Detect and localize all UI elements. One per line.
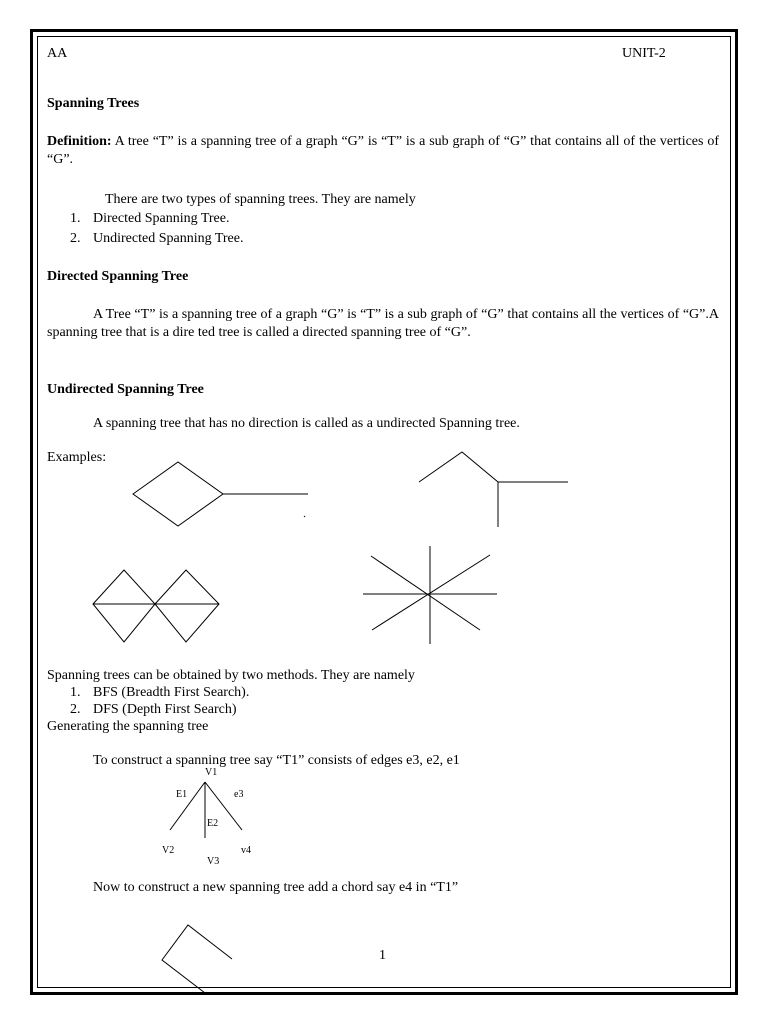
page-number: 1 (379, 948, 386, 963)
definition-label: Definition: (47, 134, 112, 149)
vertex-label-v3: V3 (207, 856, 220, 867)
directed-heading: Directed Spanning Tree (47, 269, 189, 284)
methods-number-1: 1. (70, 685, 81, 700)
definition-text: A tree “T” is a spanning tree of a graph “G” is “T” is a sub graph of “G” that contains all of the vertices of “G”. (47, 134, 719, 167)
edge-label-e1: E1 (176, 789, 188, 800)
example-graph-star (363, 546, 497, 644)
construct-paragraph: To construct a spanning tree say “T1” consists of edges e3, e2, e1 (93, 753, 460, 768)
methods-item-2: DFS (Depth First Search) (93, 702, 237, 717)
undirected-heading: Undirected Spanning Tree (47, 382, 204, 397)
edge-label-e3: e3 (234, 789, 244, 800)
undirected-paragraph: A spanning tree that has no direction is called as a undirected Spanning tree. (93, 416, 520, 431)
examples-label: Examples: (47, 450, 107, 465)
page-title: Spanning Trees (47, 96, 140, 111)
vertex-label-v2: V2 (162, 845, 175, 856)
types-item-2: Undirected Spanning Tree. (93, 231, 244, 246)
example-graph-branch-tree (419, 452, 568, 527)
types-item-1: Directed Spanning Tree. (93, 211, 230, 226)
types-number-2: 2. (70, 231, 81, 246)
vertex-label-v1: V1 (205, 767, 218, 778)
types-intro: There are two types of spanning trees. They are namely (105, 192, 416, 207)
header-left: AA (47, 46, 68, 61)
methods-intro: Spanning trees can be obtained by two methods. They are namely (47, 668, 415, 683)
generating-label: Generating the spanning tree (47, 719, 209, 734)
methods-item-1: BFS (Breadth First Search). (93, 685, 250, 700)
edge-label-e2: E2 (207, 818, 219, 829)
types-number-1: 1. (70, 211, 81, 226)
example-graph-diamond (133, 462, 308, 526)
chord-paragraph: Now to construct a new spanning tree add a chord say e4 in “T1” (93, 880, 459, 895)
header-right: UNIT-2 (622, 46, 666, 61)
new-spanning-tree-partial (162, 925, 232, 993)
methods-number-2: 2. (70, 702, 81, 717)
directed-paragraph: A Tree “T” is a spanning tree of a graph “G” is “T” is a sub graph of “G” that contains all the vertices of “G”.A spanning tree that is a dire ted tree is called a directed spanning tree of “G”. (47, 307, 719, 340)
example-graph-bowtie (93, 570, 219, 642)
vertex-label-v4: v4 (241, 845, 251, 856)
